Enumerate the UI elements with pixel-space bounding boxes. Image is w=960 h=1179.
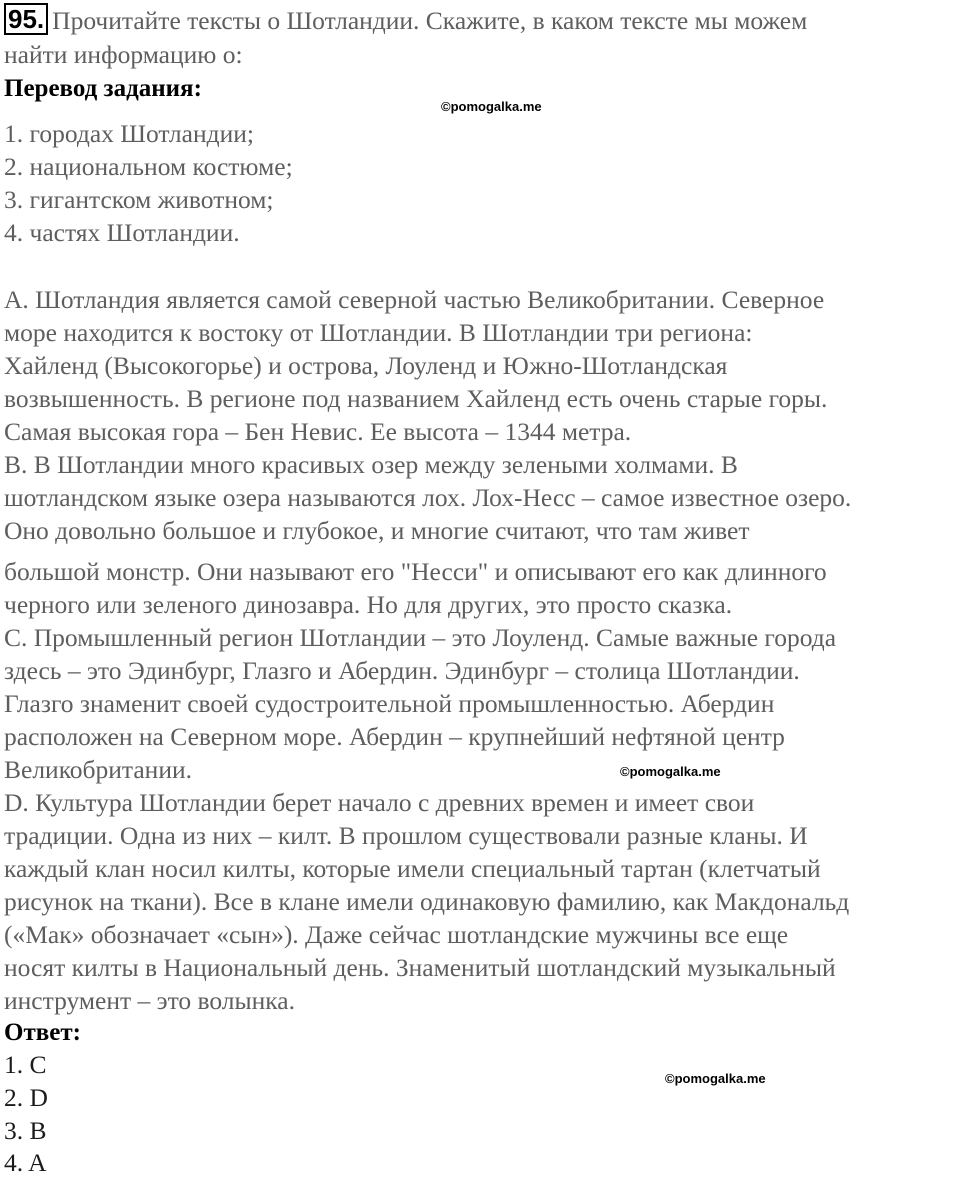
text-b-line-1: B. В Шотландии много красивых озер между зелеными холмами. В bbox=[4, 450, 738, 479]
answer-item-3: 3. B bbox=[4, 1116, 47, 1145]
translation-heading: Перевод задания: bbox=[4, 75, 202, 102]
task-intro-line-2: найти информацию о: bbox=[4, 40, 243, 69]
text-d-line-2: традиции. Одна из них – килт. В прошлом существовали разные кланы. И bbox=[4, 821, 808, 850]
answer-item-1: 1. C bbox=[4, 1050, 47, 1079]
text-a-line-3: Хайленд (Высокогорье) и острова, Лоуленд и Южно-Шотландская bbox=[4, 351, 728, 380]
text-d-line-1: D. Культура Шотландии берет начало с древних времен и имеет свои bbox=[4, 788, 755, 817]
text-b-line-3: Оно довольно большое и глубокое, и многие считают, что там живет bbox=[4, 516, 750, 545]
text-b-line-2: шотландском языке озера называются лох. Лох-Несс – самое известное озеро. bbox=[4, 483, 852, 512]
text-a-line-4: возвышенность. В регионе под названием Хайленд есть очень старые горы. bbox=[4, 384, 828, 413]
task-item-2: 2. национальном костюме; bbox=[4, 152, 293, 181]
text-b-line-5: черного или зеленого динозавра. Но для других, это просто сказка. bbox=[4, 590, 733, 619]
text-a-line-1: A. Шотландия является самой северной частью Великобритании. Северное bbox=[4, 285, 825, 314]
exercise-number: 95. bbox=[4, 3, 48, 35]
text-d-line-3: каждый клан носил килты, которые имели специальный тартан (клетчатый bbox=[4, 854, 821, 883]
text-c-line-3: Глазго знаменит своей судостроительной промышленностью. Абердин bbox=[4, 689, 775, 718]
answer-item-4: 4. A bbox=[4, 1148, 47, 1177]
watermark-top: ©pomogalka.me bbox=[441, 99, 542, 114]
text-b-line-4: большой монстр. Они называют его "Несси" и описывают его как длинного bbox=[4, 557, 827, 586]
text-c-line-5: Великобритании. bbox=[4, 755, 193, 784]
task-item-4: 4. частях Шотландии. bbox=[4, 218, 240, 247]
text-d-line-6: носят килты в Национальный день. Знаменитый шотландский музыкальный bbox=[4, 953, 836, 982]
text-c-line-1: C. Промышленный регион Шотландии – это Лоуленд. Самые важные города bbox=[4, 623, 837, 652]
task-item-3: 3. гигантском животном; bbox=[4, 185, 274, 214]
text-a-line-2: море находится к востоку от Шотландии. В Шотландии три региона: bbox=[4, 318, 753, 347]
watermark-middle: ©pomogalka.me bbox=[620, 764, 721, 779]
task-intro-line-1: 95. Прочитайте тексты о Шотландии. Скажите, в каком тексте мы можем bbox=[4, 3, 807, 37]
text-c-line-4: расположен на Северном море. Абердин – крупнейший нефтяной центр bbox=[4, 722, 785, 751]
watermark-bottom: ©pomogalka.me bbox=[665, 1071, 766, 1086]
text-a-line-5: Самая высокая гора – Бен Невис. Ее высота – 1344 метра. bbox=[4, 417, 632, 446]
answer-heading: Ответ: bbox=[4, 1019, 81, 1046]
text-d-line-7: инструмент – это волынка. bbox=[4, 986, 295, 1015]
text-d-line-4: рисунок на ткани). Все в клане имели одинаковую фамилию, как Макдональд bbox=[4, 887, 850, 916]
text-d-line-5: («Мак» обозначает «сын»). Даже сейчас шотландские мужчины все еще bbox=[4, 920, 789, 949]
task-item-1: 1. городах Шотландии; bbox=[4, 119, 254, 148]
text-c-line-2: здесь – это Эдинбург, Глазго и Абердин. Эдинбург – столица Шотландии. bbox=[4, 656, 800, 685]
answer-item-2: 2. D bbox=[4, 1083, 48, 1112]
